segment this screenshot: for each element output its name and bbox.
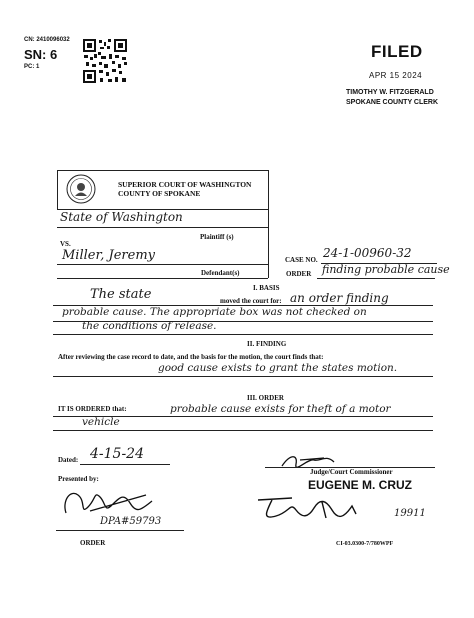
case-number-code: CN: 2410096032 bbox=[24, 37, 70, 43]
judge-signature bbox=[252, 492, 392, 524]
finding-heading: II. FINDING bbox=[247, 340, 287, 348]
defendant-line bbox=[57, 264, 268, 265]
defendant-label: Defendant(s) bbox=[201, 269, 240, 277]
filed-date: APR 15 2024 bbox=[369, 71, 423, 80]
clerk-name: TIMOTHY W. FITZGERALD bbox=[346, 89, 434, 96]
dated-value: 4-15-24 bbox=[90, 446, 144, 462]
judge-label: Judge/Court Commissioner bbox=[310, 468, 393, 476]
finding-hand-text: good cause exists to grant the states motion. bbox=[158, 362, 398, 374]
order-hand-line1: probable cause exists for theft of a motor bbox=[170, 403, 391, 415]
plaintiff-label: Plaintiff (s) bbox=[200, 233, 234, 241]
pc-code: PC: 1 bbox=[24, 64, 40, 70]
filed-stamp: FILED bbox=[371, 42, 423, 61]
finding-line-1 bbox=[53, 376, 433, 377]
order-title-line bbox=[317, 278, 435, 279]
versus-label: VS. bbox=[60, 240, 71, 248]
basis-hand-part1: The state bbox=[90, 287, 152, 302]
defendant-name: Miller, Jeremy bbox=[62, 248, 156, 263]
case-number-label: CASE NO. bbox=[285, 256, 318, 264]
basis-hand-line3: the conditions of release. bbox=[82, 320, 217, 332]
plaintiff-name: State of Washington bbox=[60, 210, 183, 224]
order-hand-line2: vehicle bbox=[82, 416, 120, 428]
court-name-line2: COUNTY OF SPOKANE bbox=[118, 189, 201, 198]
presenter-line bbox=[56, 530, 184, 531]
court-name-line1: SUPERIOR COURT OF WASHINGTON bbox=[118, 180, 252, 189]
basis-printed: moved the court for: bbox=[220, 297, 282, 305]
dated-line bbox=[80, 464, 170, 465]
court-seal-icon bbox=[66, 174, 96, 204]
basis-hand-line2: probable cause. The appropriate box was not checked on bbox=[62, 306, 367, 318]
judge-name: EUGENE M. CRUZ bbox=[308, 478, 413, 492]
order-line-2 bbox=[53, 430, 433, 431]
qr-code bbox=[82, 38, 128, 84]
caption-divider bbox=[268, 210, 269, 278]
order-title: finding probable cause bbox=[322, 263, 450, 276]
dated-label: Dated: bbox=[58, 456, 79, 464]
clerk-title: SPOKANE COUNTY CLERK bbox=[346, 99, 439, 106]
order-label: ORDER bbox=[286, 270, 312, 278]
sn-code: SN: 6 bbox=[24, 47, 58, 62]
presenter-dpa: DPA#59793 bbox=[100, 516, 162, 527]
finding-intro: After reviewing the case record to date, and the basis for the motion, the court finds that: bbox=[58, 353, 324, 361]
presented-label: Presented by: bbox=[58, 475, 99, 483]
caption-bottom-line bbox=[57, 278, 268, 279]
basis-heading: I. BASIS bbox=[253, 284, 280, 292]
basis-line-3 bbox=[53, 334, 433, 335]
case-number-value: 24-1-00960-32 bbox=[323, 246, 412, 260]
plaintiff-line bbox=[57, 227, 268, 228]
ordered-label: IT IS ORDERED that: bbox=[58, 405, 127, 413]
footer-form-code: CI-03.0300-7/780WPF bbox=[336, 541, 394, 547]
basis-hand-part2: an order finding bbox=[290, 291, 389, 305]
presenter-signature bbox=[60, 483, 160, 519]
order-heading: III. ORDER bbox=[247, 394, 284, 402]
footer-order: ORDER bbox=[80, 539, 106, 547]
judge-number: 19911 bbox=[394, 508, 426, 519]
